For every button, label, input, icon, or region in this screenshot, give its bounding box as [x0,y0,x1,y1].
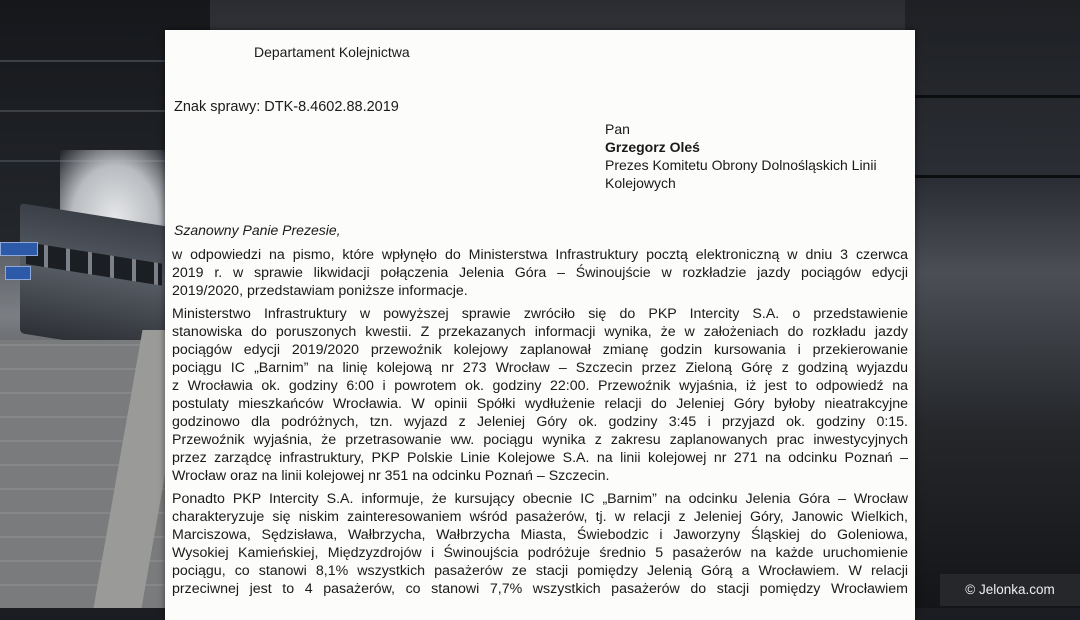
case-reference: Znak sprawy: DTK-8.4602.88.2019 [174,99,399,115]
station-sign [5,266,31,280]
text-line: postulaty mieszkańców Wrocławia. W opinii Spółki wydłużenie relacji do Jeleniej Góry byłoby nieatrakcyjne [172,396,908,412]
text-line: Ponadto PKP Intercity S.A. informuje, że kursujący obecnie IC „Barnim” na odcinku Jelenia Góra – Wrocław [172,491,908,507]
text-line: pociągu, co stanowi 8,1% wszystkich pasażerów ze stacji pomiędzy Jelenią Górą a Wrocławiem. W relacji [172,563,908,579]
text-line: Marciszowa, Sędzisława, Wałbrzycha, Wałbrzycha Miasta, Świebodzic i Jaworzyny Śląskiej do Goleniowa, [172,527,908,543]
text-line: w odpowiedzi na pismo, które wpłynęło do Ministerstwa Infrastruktury pocztą elektroniczną w dniu 3 czerwca [172,247,908,263]
paragraph [172,490,908,598]
addressee-title: Pan [605,121,630,137]
text-line: Przewoźnik wyjaśnia, że przetrasowanie ww. pociągu wynika z zakresu zaplanowanych prac inwestycyjnych [172,432,908,448]
right-beam [905,175,1080,178]
text-line: 2019 r. w sprawie likwidacji połączenia Jelenia Góra – Świnoujście w rozkładzie jazdy pociągów edycji [172,265,908,281]
addressee-position: Kolejowych [605,175,676,191]
text-line: Wysokiej Kamieńskiej, Międzyzdrojów i Świnoujścia podróżuje średnio 5 pasażerów na każde uruchomienie [172,545,908,561]
letter-sheet [165,30,915,620]
right-beam [905,95,1080,98]
letter-body [172,246,908,603]
text-line: pociągu IC „Barnim” na linię kolejową nr 273 Wrocław – Szczecin przez Zieloną Górę z godziną wyjazdu [172,360,908,376]
text-line: charakteryzuje się niskim zainteresowaniem wśród pasażerów, tj. w relacji z Jeleniej Góry, Janowic Wielkich, [172,509,908,525]
text-line: stanowiska do poruszonych kwestii. Z przekazanych informacji wynika, że w założeniach do rozkładu jazdy [172,324,908,340]
text-line: Ministerstwo Infrastruktury w powyższej sprawie zwróciło się do PKP Intercity S.A. o przedstawienie [172,306,908,322]
text-line: godzinowo dla podróżnych, tzn. wyjazd z Jeleniej Góry ok. godziny 3:45 i przyjazd ok. godziny 0:15. [172,414,908,430]
station-sign [0,242,38,256]
department-heading: Departament Kolejnictwa [254,44,410,60]
addressee-name: Grzegorz Oleś [605,139,700,155]
addressee-position: Prezes Komitetu Obrony Dolnośląskich Linii [605,157,877,173]
text-line: 2019/2020, przedstawiam poniższe informacje. [172,283,468,299]
text-line: Wrocław oraz na linii kolejowej nr 351 na odcinku Poznań – Szczecin. [172,468,610,484]
text-line: pociągów edycji 2019/2020 przewoźnik kolejowy zaplanował zmianę godzin kursowania i przekierowanie [172,342,908,358]
addressee-block [605,120,905,192]
text-line: z Wrocławia ok. godziny 6:00 i powrotem ok. godziny 22:00. Przewoźnik wyjaśnia, iż jest to odpowiedź na [172,378,908,394]
paragraph [172,305,908,485]
text-line: przez zarządcę infrastruktury, PKP Polskie Linie Kolejowe S.A. na linii kolejowej nr 271 na odcinku Poznań – [172,450,908,466]
watermark-credit: © Jelonka.com [940,574,1080,606]
greeting: Szanowny Panie Prezesie, [174,222,341,238]
paragraph [172,246,908,300]
text-line: przeciwnej jest to 4 pasażerów, co stanowi 7,7% wszystkich pasażerów do stacji pomiędzy Wrocławiem [172,581,908,597]
right-side-scene [905,0,1080,608]
